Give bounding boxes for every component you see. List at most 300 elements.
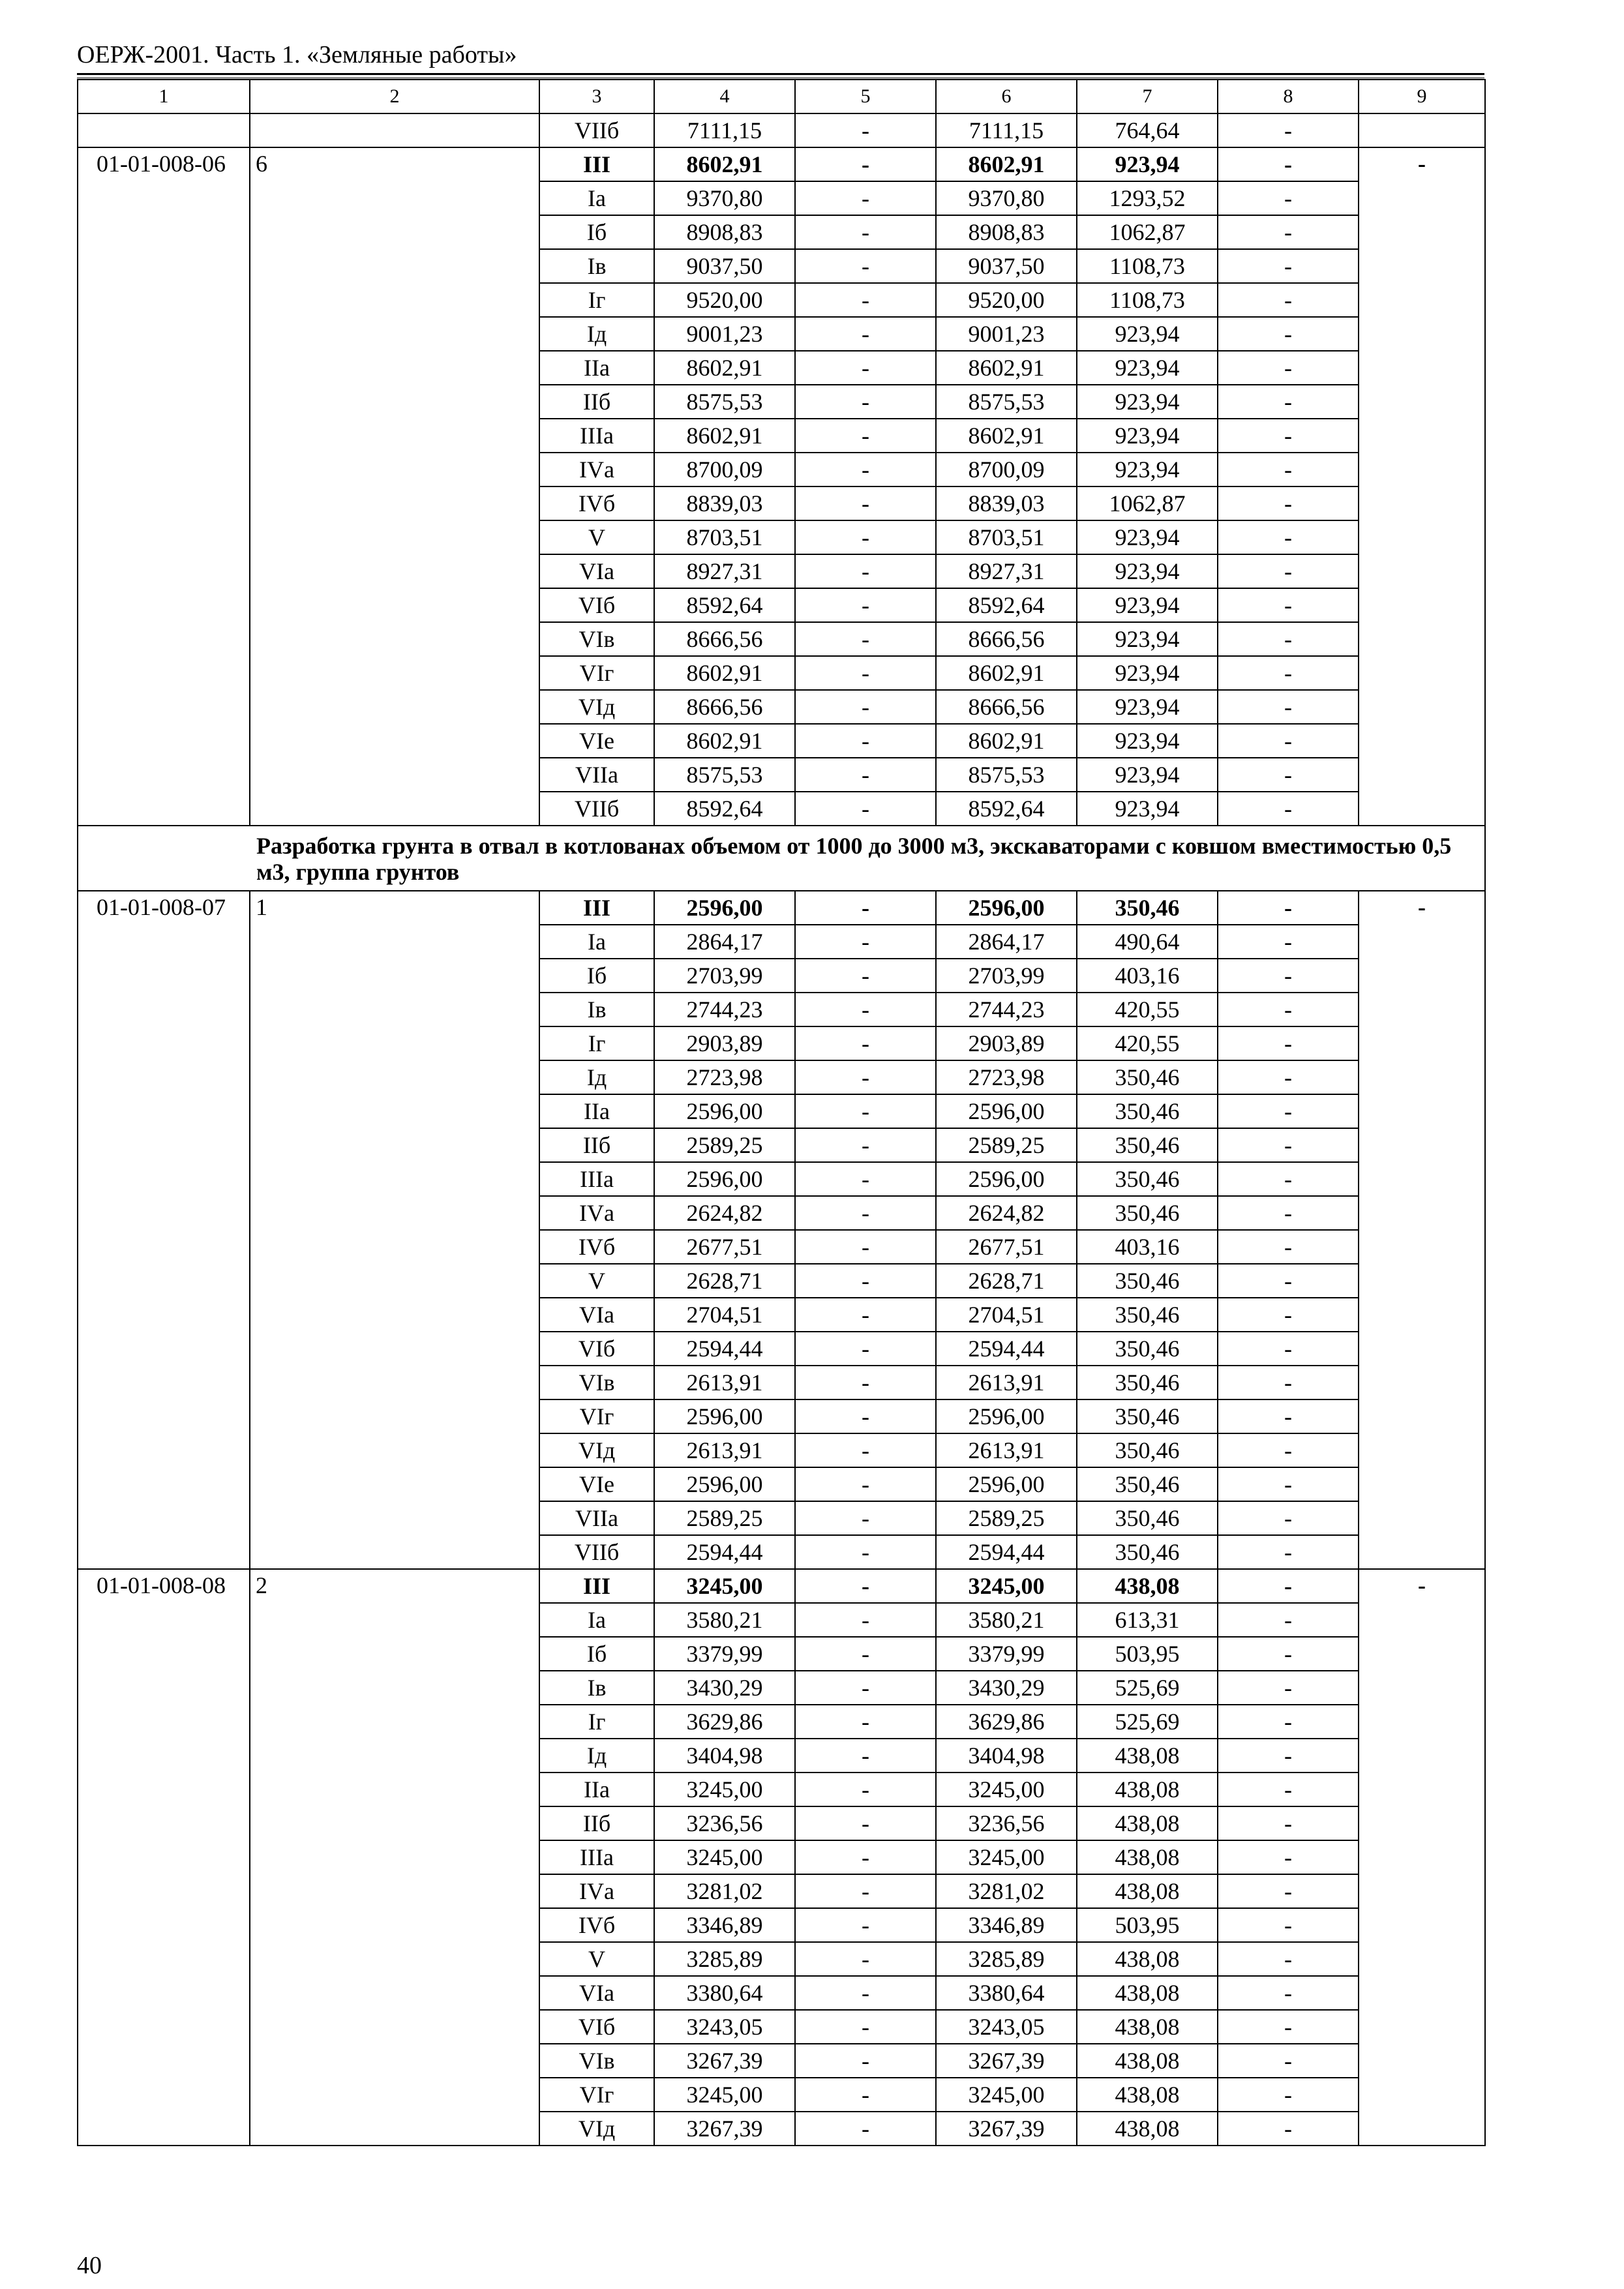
rate-number: 6 bbox=[250, 147, 539, 826]
value-cell: - bbox=[1218, 1874, 1359, 1908]
value-cell: 2744,23 bbox=[654, 993, 795, 1026]
value-cell: - bbox=[1218, 690, 1359, 724]
value-cell: VIг bbox=[539, 1399, 654, 1433]
value-cell: - bbox=[1218, 1637, 1359, 1671]
value-cell: - bbox=[1218, 215, 1359, 249]
value-cell: 3267,39 bbox=[936, 2044, 1077, 2078]
value-cell: 403,16 bbox=[1077, 959, 1218, 993]
value-cell: 438,08 bbox=[1077, 2044, 1218, 2078]
value-cell: 503,95 bbox=[1077, 1637, 1218, 1671]
value-cell: IIа bbox=[539, 1094, 654, 1128]
value-cell: 438,08 bbox=[1077, 1806, 1218, 1840]
value-cell: 2703,99 bbox=[936, 959, 1077, 993]
value-cell: - bbox=[795, 622, 936, 656]
value-cell: 8927,31 bbox=[654, 554, 795, 588]
value-cell: 8575,53 bbox=[654, 758, 795, 792]
value-cell: - bbox=[795, 1094, 936, 1128]
value-cell: - bbox=[795, 249, 936, 283]
value-cell: - bbox=[795, 1942, 936, 1976]
col9-value: - bbox=[1359, 891, 1485, 1569]
value-cell: - bbox=[795, 1773, 936, 1806]
table-row bbox=[78, 1569, 1485, 1603]
value-cell: 8602,91 bbox=[654, 351, 795, 385]
value-cell: 1062,87 bbox=[1077, 215, 1218, 249]
value-cell: - bbox=[795, 1128, 936, 1162]
value-cell: 2589,25 bbox=[936, 1501, 1077, 1535]
value-cell: - bbox=[795, 1230, 936, 1264]
value-cell: - bbox=[1218, 1840, 1359, 1874]
value-cell: - bbox=[795, 215, 936, 249]
value-cell: Iа bbox=[539, 1603, 654, 1637]
value-cell: 923,94 bbox=[1077, 690, 1218, 724]
value-cell: 2596,00 bbox=[936, 1094, 1077, 1128]
value-cell: IVа bbox=[539, 453, 654, 486]
value-cell: 438,08 bbox=[1077, 1942, 1218, 1976]
value-cell: VIв bbox=[539, 622, 654, 656]
value-cell: VIг bbox=[539, 2078, 654, 2112]
value-cell: 3267,39 bbox=[654, 2044, 795, 2078]
value-cell: - bbox=[795, 351, 936, 385]
value-cell: - bbox=[1218, 181, 1359, 215]
value-cell: - bbox=[1218, 724, 1359, 758]
value-cell: 2596,00 bbox=[654, 1162, 795, 1196]
value-cell: 8592,64 bbox=[654, 792, 795, 826]
value-cell: - bbox=[795, 283, 936, 317]
value-cell: 8666,56 bbox=[936, 690, 1077, 724]
value-cell: 2589,25 bbox=[654, 1501, 795, 1535]
value-cell: 2596,00 bbox=[654, 1399, 795, 1433]
value-cell: - bbox=[795, 1196, 936, 1230]
value-cell: VIг bbox=[539, 656, 654, 690]
value-cell: - bbox=[1218, 486, 1359, 520]
value-cell: 8666,56 bbox=[654, 690, 795, 724]
value-cell: 923,94 bbox=[1077, 453, 1218, 486]
value-cell: 8575,53 bbox=[936, 385, 1077, 419]
value-cell: 923,94 bbox=[1077, 317, 1218, 351]
value-cell: 2613,91 bbox=[654, 1433, 795, 1467]
column-number: 7 bbox=[1077, 80, 1218, 113]
page-header: ОЕРЖ-2001. Часть 1. «Земляные работы» bbox=[77, 41, 517, 68]
value-cell: 8575,53 bbox=[936, 758, 1077, 792]
value-cell: - bbox=[795, 486, 936, 520]
value-cell: V bbox=[539, 520, 654, 554]
value-cell: - bbox=[1218, 554, 1359, 588]
value-cell: 2596,00 bbox=[654, 891, 795, 925]
value-cell: 8700,09 bbox=[654, 453, 795, 486]
value-cell: Iд bbox=[539, 1739, 654, 1773]
value-cell: VIд bbox=[539, 1433, 654, 1467]
value-cell: 2677,51 bbox=[654, 1230, 795, 1264]
value-cell: 3281,02 bbox=[654, 1874, 795, 1908]
value-cell: 2703,99 bbox=[654, 959, 795, 993]
value-cell: 438,08 bbox=[1077, 1569, 1218, 1603]
value-cell: 8602,91 bbox=[936, 351, 1077, 385]
value-cell: 2677,51 bbox=[936, 1230, 1077, 1264]
value-cell: - bbox=[1218, 1094, 1359, 1128]
value-cell: - bbox=[1218, 1942, 1359, 1976]
value-cell: IIа bbox=[539, 351, 654, 385]
column-number: 3 bbox=[539, 80, 654, 113]
value-cell: - bbox=[1218, 1671, 1359, 1705]
value-cell: 2613,91 bbox=[936, 1366, 1077, 1399]
value-cell: VIд bbox=[539, 690, 654, 724]
value-cell: 2723,98 bbox=[654, 1060, 795, 1094]
value-cell: 764,64 bbox=[1077, 113, 1218, 147]
value-cell: IIIа bbox=[539, 1162, 654, 1196]
value-cell: 8666,56 bbox=[936, 622, 1077, 656]
value-cell: - bbox=[1218, 1128, 1359, 1162]
value-cell: - bbox=[795, 1806, 936, 1840]
value-cell: - bbox=[795, 1501, 936, 1535]
value-cell: Iб bbox=[539, 959, 654, 993]
value-cell: 8666,56 bbox=[654, 622, 795, 656]
value-cell: 3236,56 bbox=[654, 1806, 795, 1840]
value-cell: 3243,05 bbox=[936, 2010, 1077, 2044]
value-cell: - bbox=[795, 1976, 936, 2010]
value-cell: - bbox=[1218, 1162, 1359, 1196]
value-cell: - bbox=[1218, 283, 1359, 317]
value-cell: VIIб bbox=[539, 113, 654, 147]
table-row bbox=[78, 147, 1485, 181]
value-cell: 8592,64 bbox=[936, 588, 1077, 622]
value-cell: - bbox=[1218, 891, 1359, 925]
value-cell: 2613,91 bbox=[654, 1366, 795, 1399]
value-cell: - bbox=[1218, 249, 1359, 283]
value-cell: 8703,51 bbox=[936, 520, 1077, 554]
value-cell: 3267,39 bbox=[936, 2112, 1077, 2146]
rates-table-body bbox=[78, 80, 1485, 2146]
value-cell: - bbox=[795, 959, 936, 993]
value-cell: - bbox=[795, 317, 936, 351]
num-cell bbox=[250, 113, 539, 147]
value-cell: - bbox=[1218, 1535, 1359, 1569]
value-cell: - bbox=[795, 453, 936, 486]
value-cell: 2723,98 bbox=[936, 1060, 1077, 1094]
value-cell: 3267,39 bbox=[654, 2112, 795, 2146]
value-cell: 438,08 bbox=[1077, 2010, 1218, 2044]
value-cell: - bbox=[1218, 2010, 1359, 2044]
value-cell: 8908,83 bbox=[654, 215, 795, 249]
value-cell: - bbox=[795, 925, 936, 959]
table-row bbox=[78, 113, 1485, 147]
value-cell: Iв bbox=[539, 993, 654, 1026]
value-cell: 438,08 bbox=[1077, 2078, 1218, 2112]
value-cell: 3245,00 bbox=[936, 2078, 1077, 2112]
value-cell: 438,08 bbox=[1077, 1773, 1218, 1806]
value-cell: 3236,56 bbox=[936, 1806, 1077, 1840]
value-cell: - bbox=[795, 1162, 936, 1196]
value-cell: - bbox=[1218, 2044, 1359, 2078]
value-cell: 8908,83 bbox=[936, 215, 1077, 249]
rate-number: 1 bbox=[250, 891, 539, 1569]
value-cell: 7111,15 bbox=[654, 113, 795, 147]
value-cell: 350,46 bbox=[1077, 1433, 1218, 1467]
value-cell: 350,46 bbox=[1077, 1162, 1218, 1196]
rate-code: 01-01-008-07 bbox=[78, 891, 250, 1569]
value-cell: Iа bbox=[539, 925, 654, 959]
value-cell: 9037,50 bbox=[936, 249, 1077, 283]
value-cell: 8602,91 bbox=[936, 724, 1077, 758]
value-cell: 2704,51 bbox=[936, 1298, 1077, 1332]
value-cell: - bbox=[1218, 959, 1359, 993]
value-cell: VIе bbox=[539, 1467, 654, 1501]
value-cell: 525,69 bbox=[1077, 1671, 1218, 1705]
value-cell: 3430,29 bbox=[936, 1671, 1077, 1705]
value-cell: - bbox=[1218, 1806, 1359, 1840]
value-cell: 1062,87 bbox=[1077, 486, 1218, 520]
value-cell: 3245,00 bbox=[654, 1840, 795, 1874]
value-cell: VIв bbox=[539, 1366, 654, 1399]
value-cell: 3346,89 bbox=[936, 1908, 1077, 1942]
value-cell: 8592,64 bbox=[654, 588, 795, 622]
value-cell: - bbox=[1218, 993, 1359, 1026]
value-cell: - bbox=[1218, 453, 1359, 486]
value-cell: 8602,91 bbox=[936, 419, 1077, 453]
value-cell: 923,94 bbox=[1077, 520, 1218, 554]
value-cell: VIд bbox=[539, 2112, 654, 2146]
value-cell: - bbox=[1218, 351, 1359, 385]
value-cell: VIб bbox=[539, 1332, 654, 1366]
value-cell: - bbox=[1218, 385, 1359, 419]
value-cell: 403,16 bbox=[1077, 1230, 1218, 1264]
value-cell: - bbox=[1218, 1467, 1359, 1501]
value-cell: - bbox=[1218, 1196, 1359, 1230]
value-cell: IIIа bbox=[539, 419, 654, 453]
value-cell: - bbox=[1218, 1399, 1359, 1433]
value-cell: 525,69 bbox=[1077, 1705, 1218, 1739]
value-cell: - bbox=[1218, 1433, 1359, 1467]
value-cell: - bbox=[1218, 1773, 1359, 1806]
rates-table-container bbox=[77, 79, 1484, 2234]
value-cell: Iб bbox=[539, 215, 654, 249]
value-cell: IVа bbox=[539, 1196, 654, 1230]
value-cell: 350,46 bbox=[1077, 1332, 1218, 1366]
value-cell: 3245,00 bbox=[654, 2078, 795, 2112]
value-cell: 2594,44 bbox=[936, 1535, 1077, 1569]
value-cell: 3245,00 bbox=[936, 1840, 1077, 1874]
column-number: 6 bbox=[936, 80, 1077, 113]
value-cell: 438,08 bbox=[1077, 1840, 1218, 1874]
value-cell: - bbox=[1218, 2078, 1359, 2112]
value-cell: VIIа bbox=[539, 758, 654, 792]
value-cell: - bbox=[795, 724, 936, 758]
value-cell: VIа bbox=[539, 554, 654, 588]
value-cell: VIв bbox=[539, 2044, 654, 2078]
value-cell: IVб bbox=[539, 486, 654, 520]
value-cell: 2596,00 bbox=[936, 1162, 1077, 1196]
value-cell: Iв bbox=[539, 249, 654, 283]
value-cell: - bbox=[795, 1264, 936, 1298]
value-cell: - bbox=[795, 554, 936, 588]
value-cell: 3245,00 bbox=[936, 1773, 1077, 1806]
value-cell: 2596,00 bbox=[654, 1467, 795, 1501]
code-cell bbox=[78, 113, 250, 147]
value-cell: - bbox=[1218, 419, 1359, 453]
value-cell: - bbox=[795, 1467, 936, 1501]
section-title: Разработка грунта в отвал в котлованах объемом от 1000 до 3000 м3, экскаваторами с ковшом вместимостью 0,5 м3, группа грунтов bbox=[78, 826, 1485, 891]
value-cell: - bbox=[795, 1908, 936, 1942]
value-cell: Iд bbox=[539, 317, 654, 351]
value-cell: 420,55 bbox=[1077, 1026, 1218, 1060]
value-cell: V bbox=[539, 1942, 654, 1976]
value-cell: 7111,15 bbox=[936, 113, 1077, 147]
value-cell: IVб bbox=[539, 1908, 654, 1942]
value-cell: - bbox=[795, 1433, 936, 1467]
value-cell: - bbox=[795, 1840, 936, 1874]
rate-code: 01-01-008-06 bbox=[78, 147, 250, 826]
value-cell: - bbox=[795, 588, 936, 622]
value-cell: Iг bbox=[539, 1026, 654, 1060]
value-cell: 2589,25 bbox=[936, 1128, 1077, 1162]
value-cell: 438,08 bbox=[1077, 1739, 1218, 1773]
value-cell: Iд bbox=[539, 1060, 654, 1094]
value-cell: 2704,51 bbox=[654, 1298, 795, 1332]
value-cell: - bbox=[795, 385, 936, 419]
value-cell: 438,08 bbox=[1077, 2112, 1218, 2146]
value-cell: 490,64 bbox=[1077, 925, 1218, 959]
value-cell: VIб bbox=[539, 2010, 654, 2044]
value-cell: 3580,21 bbox=[936, 1603, 1077, 1637]
value-cell: - bbox=[795, 2112, 936, 2146]
value-cell: 350,46 bbox=[1077, 1060, 1218, 1094]
value-cell: 923,94 bbox=[1077, 588, 1218, 622]
value-cell: 923,94 bbox=[1077, 419, 1218, 453]
value-cell: - bbox=[795, 1399, 936, 1433]
value-cell: 8602,91 bbox=[654, 419, 795, 453]
value-cell: - bbox=[1218, 1705, 1359, 1739]
value-cell: - bbox=[795, 792, 936, 826]
value-cell: 2594,44 bbox=[654, 1332, 795, 1366]
value-cell: - bbox=[1218, 1264, 1359, 1298]
value-cell: - bbox=[1218, 1332, 1359, 1366]
value-cell: - bbox=[1218, 1739, 1359, 1773]
value-cell: 350,46 bbox=[1077, 1094, 1218, 1128]
value-cell: - bbox=[795, 1874, 936, 1908]
value-cell: 9370,80 bbox=[654, 181, 795, 215]
value-cell: 350,46 bbox=[1077, 1264, 1218, 1298]
value-cell: 8602,91 bbox=[654, 656, 795, 690]
value-cell: 3346,89 bbox=[654, 1908, 795, 1942]
value-cell: IVа bbox=[539, 1874, 654, 1908]
value-cell: 438,08 bbox=[1077, 1874, 1218, 1908]
value-cell: 2903,89 bbox=[936, 1026, 1077, 1060]
value-cell: - bbox=[795, 1671, 936, 1705]
value-cell: 923,94 bbox=[1077, 385, 1218, 419]
value-cell: VIIб bbox=[539, 1535, 654, 1569]
value-cell: - bbox=[795, 1298, 936, 1332]
value-cell: - bbox=[1218, 113, 1359, 147]
value-cell: - bbox=[1218, 1908, 1359, 1942]
value-cell: - bbox=[1218, 1060, 1359, 1094]
column-number-row bbox=[78, 80, 1485, 113]
value-cell: 2628,71 bbox=[654, 1264, 795, 1298]
value-cell: - bbox=[1218, 1976, 1359, 2010]
value-cell: 3281,02 bbox=[936, 1874, 1077, 1908]
value-cell: 2596,00 bbox=[936, 1399, 1077, 1433]
value-cell: - bbox=[1218, 1366, 1359, 1399]
value-cell: - bbox=[1218, 2112, 1359, 2146]
column-number: 2 bbox=[250, 80, 539, 113]
value-cell: - bbox=[1218, 758, 1359, 792]
value-cell: 923,94 bbox=[1077, 622, 1218, 656]
value-cell: - bbox=[1218, 1298, 1359, 1332]
value-cell: 8839,03 bbox=[654, 486, 795, 520]
page-number: 40 bbox=[77, 2252, 102, 2279]
value-cell: - bbox=[795, 520, 936, 554]
value-cell: - bbox=[795, 2044, 936, 2078]
value-cell: - bbox=[795, 181, 936, 215]
value-cell: 3580,21 bbox=[654, 1603, 795, 1637]
value-cell: 3404,98 bbox=[654, 1739, 795, 1773]
value-cell: 350,46 bbox=[1077, 1298, 1218, 1332]
value-cell: 2624,82 bbox=[936, 1196, 1077, 1230]
value-cell: - bbox=[795, 1705, 936, 1739]
value-cell: 3243,05 bbox=[654, 2010, 795, 2044]
value-cell: 350,46 bbox=[1077, 891, 1218, 925]
value-cell: - bbox=[795, 1366, 936, 1399]
value-cell: 2903,89 bbox=[654, 1026, 795, 1060]
value-cell: 8602,91 bbox=[654, 147, 795, 181]
value-cell: 2628,71 bbox=[936, 1264, 1077, 1298]
value-cell: - bbox=[795, 1637, 936, 1671]
value-cell: 9037,50 bbox=[654, 249, 795, 283]
value-cell: 923,94 bbox=[1077, 351, 1218, 385]
value-cell: 350,46 bbox=[1077, 1366, 1218, 1399]
value-cell: VIIб bbox=[539, 792, 654, 826]
value-cell: III bbox=[539, 147, 654, 181]
value-cell: IIIа bbox=[539, 1840, 654, 1874]
value-cell: III bbox=[539, 891, 654, 925]
value-cell: 503,95 bbox=[1077, 1908, 1218, 1942]
value-cell: - bbox=[1218, 925, 1359, 959]
column-number: 8 bbox=[1218, 80, 1359, 113]
value-cell: 1293,52 bbox=[1077, 181, 1218, 215]
value-cell: - bbox=[795, 758, 936, 792]
value-cell: - bbox=[795, 1060, 936, 1094]
value-cell: 2589,25 bbox=[654, 1128, 795, 1162]
rate-code: 01-01-008-08 bbox=[78, 1569, 250, 2146]
value-cell: - bbox=[795, 1569, 936, 1603]
value-cell: VIб bbox=[539, 588, 654, 622]
value-cell: - bbox=[795, 2078, 936, 2112]
value-cell: III bbox=[539, 1569, 654, 1603]
value-cell: 2613,91 bbox=[936, 1433, 1077, 1467]
table-row bbox=[78, 891, 1485, 925]
value-cell: 9001,23 bbox=[936, 317, 1077, 351]
value-cell: - bbox=[1218, 520, 1359, 554]
value-cell: - bbox=[1218, 147, 1359, 181]
value-cell: - bbox=[795, 690, 936, 724]
value-cell: 350,46 bbox=[1077, 1535, 1218, 1569]
value-cell: 3380,64 bbox=[936, 1976, 1077, 2010]
value-cell: 8602,91 bbox=[936, 147, 1077, 181]
value-cell: 923,94 bbox=[1077, 147, 1218, 181]
value-cell: 2594,44 bbox=[936, 1332, 1077, 1366]
value-cell: 3245,00 bbox=[654, 1773, 795, 1806]
value-cell: 350,46 bbox=[1077, 1399, 1218, 1433]
value-cell: 350,46 bbox=[1077, 1196, 1218, 1230]
value-cell: - bbox=[795, 2010, 936, 2044]
column-number: 4 bbox=[654, 80, 795, 113]
value-cell: 2594,44 bbox=[654, 1535, 795, 1569]
value-cell: 3285,89 bbox=[936, 1942, 1077, 1976]
value-cell: - bbox=[795, 1535, 936, 1569]
value-cell: V bbox=[539, 1264, 654, 1298]
value-cell: VIа bbox=[539, 1298, 654, 1332]
value-cell: IIб bbox=[539, 385, 654, 419]
rate-number: 2 bbox=[250, 1569, 539, 2146]
value-cell: 9520,00 bbox=[936, 283, 1077, 317]
